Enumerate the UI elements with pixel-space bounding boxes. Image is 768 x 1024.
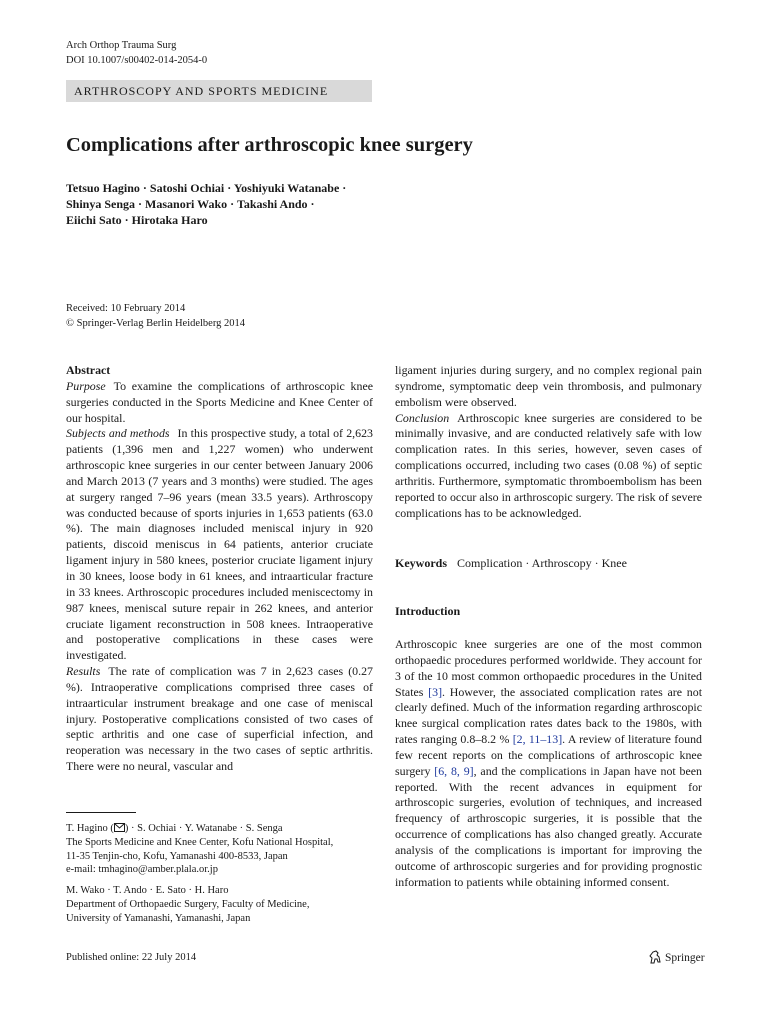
affiliation-name: ) · S. Ochiai · Y. Watanabe · S. Senga (124, 823, 283, 834)
conclusion-text: Arthroscopic knee surgeries are considered to be minimally invasive, and are conducted relatively safe with low complication rates. In this series, however, seven cases of complications occurred, including two cases (0.08 %) of septic arthritis. Furthermore, symptomatic thromboembolism has been reported to occur also in arthroscopic surgery. The risk of severe complications has to be acknowledged. (395, 410, 702, 520)
article-history (66, 301, 245, 331)
abstract-results (66, 664, 373, 775)
envelope-icon (114, 823, 125, 832)
affiliation-authors (66, 822, 376, 836)
author-list (66, 180, 346, 228)
affiliation-name: T. Hagino ( (66, 823, 114, 834)
article-title: Complications after arthroscopic knee surgery (66, 134, 473, 156)
purpose-label: Purpose (66, 378, 106, 393)
abstract-conclusion (395, 411, 702, 522)
author-line: Shinya Senga · Masanori Wako · Takashi Ando · (66, 197, 315, 211)
keywords (395, 556, 627, 571)
section-banner: ARTHROSCOPY AND SPORTS MEDICINE (66, 80, 372, 102)
affiliation-line: The Sports Medicine and Knee Center, Kofu National Hospital, (66, 836, 334, 848)
right-column (395, 363, 702, 521)
journal-name: Arch Orthop Trauma Surg (66, 40, 177, 51)
copyright: © Springer-Verlag Berlin Heidelberg 2014 (66, 318, 246, 329)
abstract-heading: Abstract (66, 363, 111, 377)
received-date: Received: 10 February 2014 (66, 303, 186, 314)
author-line: Eiichi Sato · Hirotaka Haro (66, 213, 208, 227)
springer-horse-icon (648, 950, 662, 964)
intro-text: . However, the associated complication rates are not clearly defined. Much of the information regarding arthroscopic knee surgical complication rates dates back to the 1980s, with rates ranging 0.8–8.2 % (395, 684, 702, 747)
affiliation-2 (66, 884, 376, 925)
results-text: The rate of complication was 7 in 2,623 cases (0.27 %). Intraoperative complications comprised three cases of intraarticular instrument breakage and one case of meniscal injury. Postoperative complications consisted of two cases of septic arthritis and one case of superficial infection, and reoperation was necessary in the two cases of septic arthritis. There were no neural, vascular and (66, 664, 373, 774)
intro-text: Arthroscopic knee surgeries are one of the most common orthopaedic procedures performed worldwide. They account for 3 of the 10 most common orthopaedic procedures in the United States (395, 637, 702, 699)
published-date: Published online: 22 July 2014 (66, 952, 197, 963)
affiliation-line: 11-35 Tenjin-cho, Kofu, Yamanashi 400-8533, Japan (66, 850, 288, 862)
journal-header (66, 38, 207, 68)
affiliation-line: Department of Orthopaedic Surgery, Faculty of Medicine, (66, 898, 310, 910)
conclusion-label: Conclusion (395, 410, 450, 425)
intro-text: , and the complications in Japan have not been reported. With the recent advances in equipment for arthroscopic surgeries, evolution of techniques, and increased frequency of arthroscopic surgeries, it is possible that the occurrence of complications has also changed greatly. Accurate analysis of the complications is important for improving the outcome of arthroscopic surgeries and for providing prognostic information to patients while obtaining informed consent. (395, 763, 702, 889)
footnote-divider (66, 812, 136, 813)
affiliation-1 (66, 822, 376, 877)
citation-link[interactable]: [2, 11–13] (512, 732, 563, 747)
keywords-value: Complication · Arthroscopy · Knee (457, 556, 627, 570)
intro-text: . A review of literature found few recent reports on the complications of arthroscopic knee surgery (395, 732, 702, 778)
author-line: Tetsuo Hagino · Satoshi Ochiai · Yoshiyuki Watanabe · (66, 181, 347, 195)
publisher-name: Springer (665, 952, 705, 964)
methods-text: In this prospective study, a total of 2,623 patients (1,396 men and 1,227 women) who underwent arthroscopic knee surgeries in our center between January 2006 and March 2013 (7 years and 3 months) were studied. The ages at surgery ranged 7–96 years (mean 33.5 years). Arthroscopy was conducted because of sports injuries in 1,653 patients (63.0 %). The main diagnoses included meniscal injury in 920 patients, discoid meniscus in 64 patients, anterior cruciate ligament injury in 580 knees, posterior cruciate ligament injury in 30 knees, loose body in 61 knees, and intraarticular fracture in 33 knees. Arthroscopic procedures included meniscectomy in 987 knees, meniscal suture repair in 262 knees, and anterior cruciate ligament reconstruction in 508 knees. Intraoperative and postoperative complications in these cases were investigated. (66, 426, 373, 663)
affiliation-email[interactable]: e-mail: tmhagino@amber.plala.or.jp (66, 864, 218, 876)
results-continued: ligament injuries during surgery, and no complex regional pain syndrome, symptomatic deep vein thrombosis, and pulmonary embolism were observed. (395, 363, 702, 409)
abstract-methods (66, 426, 373, 664)
introduction-heading: Introduction (395, 604, 461, 618)
citation-link[interactable]: [3] (428, 684, 443, 699)
affiliation-authors: M. Wako · T. Ando · E. Sato · H. Haro (66, 885, 229, 896)
left-column (66, 363, 373, 775)
citation-link[interactable]: [6, 8, 9] (434, 763, 474, 778)
keywords-label: Keywords (395, 556, 447, 570)
introduction-body (395, 637, 702, 891)
affiliation-line: University of Yamanashi, Yamanashi, Japan (66, 912, 251, 924)
purpose-text: To examine the complications of arthroscopic knee surgeries conducted in the Sports Medicine and Knee Center of our hospital. (66, 378, 373, 425)
abstract-purpose (66, 379, 373, 427)
results-label: Results (66, 664, 101, 679)
introduction-paragraph (395, 637, 702, 891)
doi: DOI 10.1007/s00402-014-2054-0 (66, 55, 208, 66)
methods-label: Subjects and methods (66, 426, 170, 441)
publisher-logo (648, 950, 705, 964)
